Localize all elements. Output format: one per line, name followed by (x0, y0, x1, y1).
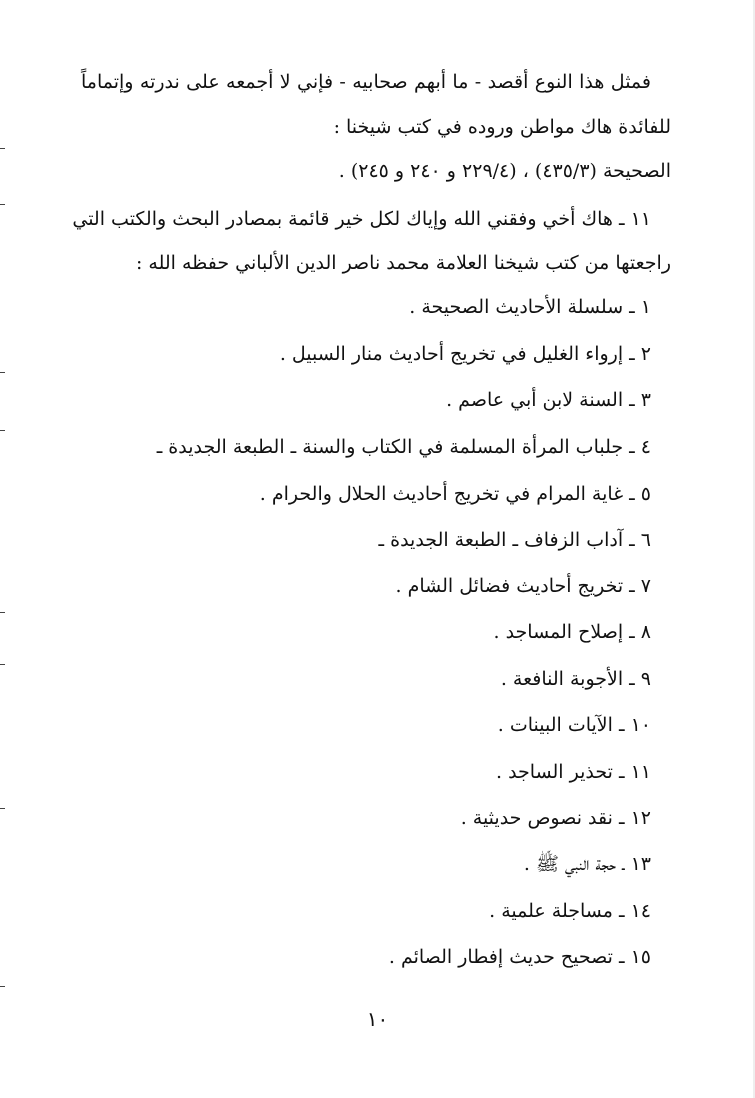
margin-tick-mark (0, 430, 5, 431)
margin-tick-mark (0, 986, 5, 987)
source-list-item: ١ ـ سلسلة الأحاديث الصحيحة . (409, 296, 651, 318)
page-number: ١٠ (366, 1007, 389, 1031)
margin-tick-mark (0, 372, 5, 373)
paragraph-line: راجعتها من كتب شيخنا العلامة محمد ناصر الدين الألباني حفظه الله : (135, 252, 671, 274)
margin-tick-mark (0, 664, 5, 665)
source-list-item: ١٣ ـ حجة النبي ﷺ . (523, 853, 651, 875)
margin-tick-mark (0, 612, 5, 613)
paragraph-line: الصحيحة (٤٣٥/٣) ، (٢٢٩/٤ و ٢٤٠ و ٢٤٥) . (338, 160, 671, 182)
source-list-item: ٩ ـ الأجوبة النافعة . (500, 668, 651, 690)
margin-tick-mark (0, 808, 5, 809)
source-list-item: ٦ ـ آداب الزفاف ـ الطبعة الجديدة ـ (378, 529, 651, 551)
source-list-item: ١٤ ـ مساجلة علمية . (489, 900, 651, 922)
source-list-item: ١١ ـ تحذير الساجد . (495, 761, 651, 783)
paragraph-line: ١١ ـ هاك أخي وفقني الله وإياك لكل خير قائمة بمصادر البحث والكتب التي (72, 208, 651, 230)
source-list-item: ٧ ـ تخريج أحاديث فضائل الشام . (395, 575, 651, 597)
source-list-item: ٤ ـ جلباب المرأة المسلمة في الكتاب والسنة ـ الطبعة الجديدة ـ (156, 436, 651, 458)
source-list-item: ٢ ـ إرواء الغليل في تخريج أحاديث منار السبيل . (279, 343, 651, 365)
source-list-item: ٥ ـ غاية المرام في تخريج أحاديث الحلال والحرام . (259, 483, 651, 505)
source-list-item: ١٢ ـ نقد نصوص حديثية . (460, 807, 651, 829)
source-list-item: ١٠ ـ الآيات البينات . (497, 714, 651, 736)
source-list-item: ٨ ـ إصلاح المساجد . (493, 621, 651, 643)
source-list-item: ١٥ ـ تصحيح حديث إفطار الصائم . (388, 946, 651, 968)
source-list-item: ٣ ـ السنة لابن أبي عاصم . (446, 389, 651, 411)
paragraph-line: فمثل هذا النوع أقصد - ما أبهم صحابيه - فإني لا أجمعه على ندرته وإتماماً (81, 71, 651, 93)
paragraph-line: للفائدة هاك مواطن وروده في كتب شيخنا : (333, 116, 671, 138)
margin-tick-mark (0, 204, 5, 205)
margin-tick-mark (0, 148, 5, 149)
